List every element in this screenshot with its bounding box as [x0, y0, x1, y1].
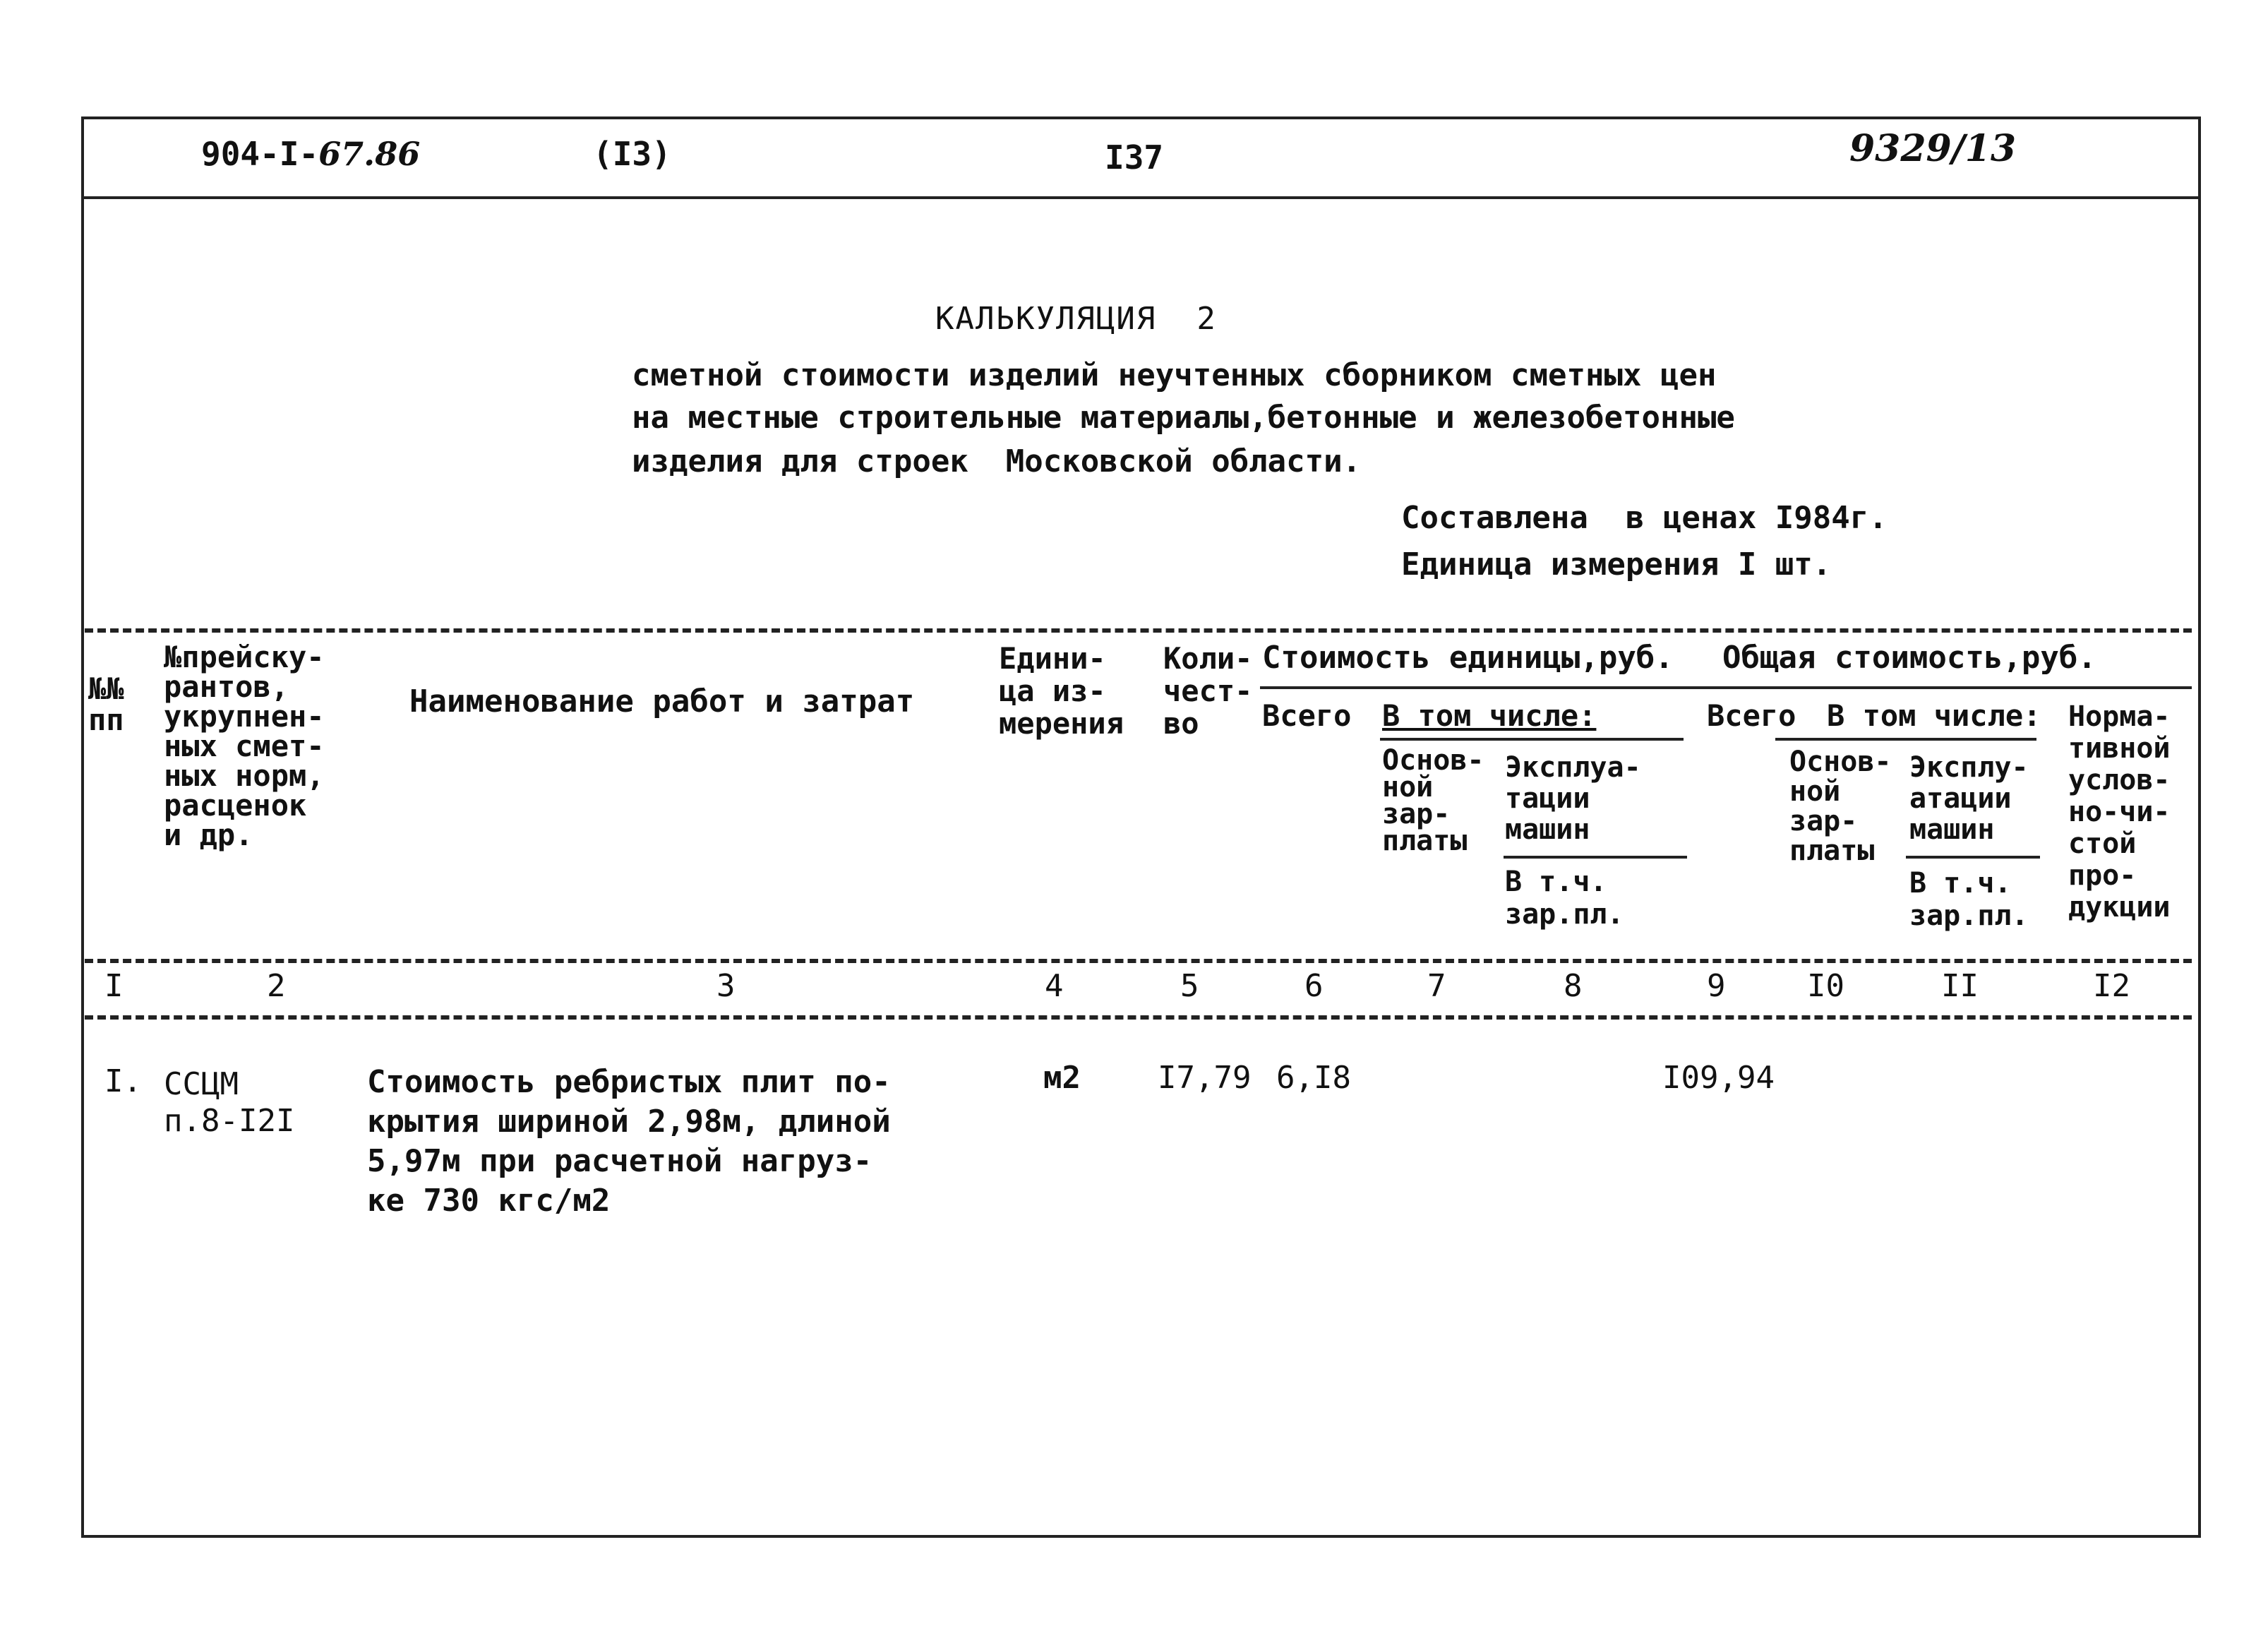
row1-num: I.	[104, 1063, 142, 1099]
total-v-t-ch-header: В т.ч. зар.пл.	[1909, 867, 2029, 932]
row1-code: ССЦМ п.8-I2I	[164, 1066, 295, 1139]
unit-osn-zarplaty-header: Основ- ной зар- платы	[1382, 744, 1484, 857]
col4-header: Едини- ца из- мерения	[999, 641, 1124, 741]
row1-qty: I7,79	[1158, 1060, 1252, 1096]
title-line-2: на местные строительные материалы,бетонные и железобетонные	[632, 400, 1735, 436]
document-title: КАЛЬКУЛЯЦИЯ 2	[935, 301, 1217, 337]
col-number-1: I	[104, 968, 124, 1004]
col2-header: №прейскy- рантов, укрупнен- ных смет- ных норм, расценок и др.	[164, 640, 325, 852]
unit-vsego-header: Всего	[1262, 698, 1352, 733]
inventory-number: 9329/13	[1849, 127, 2017, 170]
unit-sub-rule	[1380, 738, 1684, 741]
normativ-header: Норма- тивной услов- но-чи- стой про- дукции	[2068, 700, 2171, 924]
total-ekspl-mashin-header: Эксплу- атации машин	[1909, 751, 2029, 846]
row1-unit-total: 6,I8	[1276, 1060, 1351, 1096]
col-number-5: 5	[1180, 968, 1199, 1004]
total-mashin-rule	[1906, 856, 2040, 859]
col3-header: Наименование работ и затрат	[409, 683, 915, 719]
total-v-tom-chisle-header: В том числе:	[1827, 698, 2041, 733]
row1-unit: м2	[1043, 1060, 1081, 1096]
total-vsego-header: Всего	[1707, 698, 1796, 733]
col-numbers-bottom-rule	[85, 1015, 2192, 1020]
col-number-10: I0	[1807, 968, 1844, 1004]
title-line-1: сметной стоимости изделий неучтенных сборником сметных цен	[632, 357, 1717, 393]
compiled-prices: Составлена в ценах I984г.	[1401, 500, 1888, 536]
doc-code: 904-I-67.86	[201, 135, 421, 173]
col-number-12: I2	[2093, 968, 2130, 1004]
sheet-ref: (I3)	[593, 135, 671, 173]
col-number-7: 7	[1427, 968, 1446, 1004]
unit-v-tom-chisle-header: В том числе:	[1382, 698, 1597, 733]
unit-mashin-rule	[1504, 856, 1687, 859]
unit-cost-group-header: Стоимость единицы,руб.	[1262, 640, 1674, 676]
col1-header: №№ пп	[88, 671, 124, 737]
page-number: I37	[1105, 138, 1164, 177]
table-top-rule	[85, 628, 2192, 633]
unit-ekspl-mashin-header: Эксплуа- тации машин	[1505, 751, 1641, 846]
row1-total: I09,94	[1662, 1060, 1775, 1096]
unit-of-measure: Единица измерения I шт.	[1401, 546, 1832, 582]
col-number-2: 2	[267, 968, 286, 1004]
total-sub-rule	[1775, 738, 2036, 741]
row1-name: Стоимость ребристых плит по- крытия шириной 2,98м, длиной 5,97м при расчетной нагруз- ке 730 кгс/м2	[367, 1064, 891, 1219]
col-number-11: II	[1941, 968, 1979, 1004]
col-number-6: 6	[1304, 968, 1324, 1004]
col5-header: Коли- чест- во	[1163, 641, 1253, 741]
unit-v-t-ch-header: В т.ч. зар.пл.	[1505, 866, 1624, 931]
group-header-rule	[1260, 686, 2192, 689]
col-numbers-top-rule	[85, 959, 2192, 963]
col-number-9: 9	[1707, 968, 1726, 1004]
title-line-3: изделия для строек Московской области.	[632, 443, 1362, 479]
col-number-3: 3	[716, 968, 736, 1004]
total-osn-zarplaty-header: Основ- ной зар- платы	[1789, 746, 1892, 867]
col-number-8: 8	[1564, 968, 1583, 1004]
total-cost-group-header: Общая стоимость,руб.	[1722, 640, 2096, 676]
col-number-4: 4	[1045, 968, 1064, 1004]
header-rule	[81, 196, 2198, 199]
